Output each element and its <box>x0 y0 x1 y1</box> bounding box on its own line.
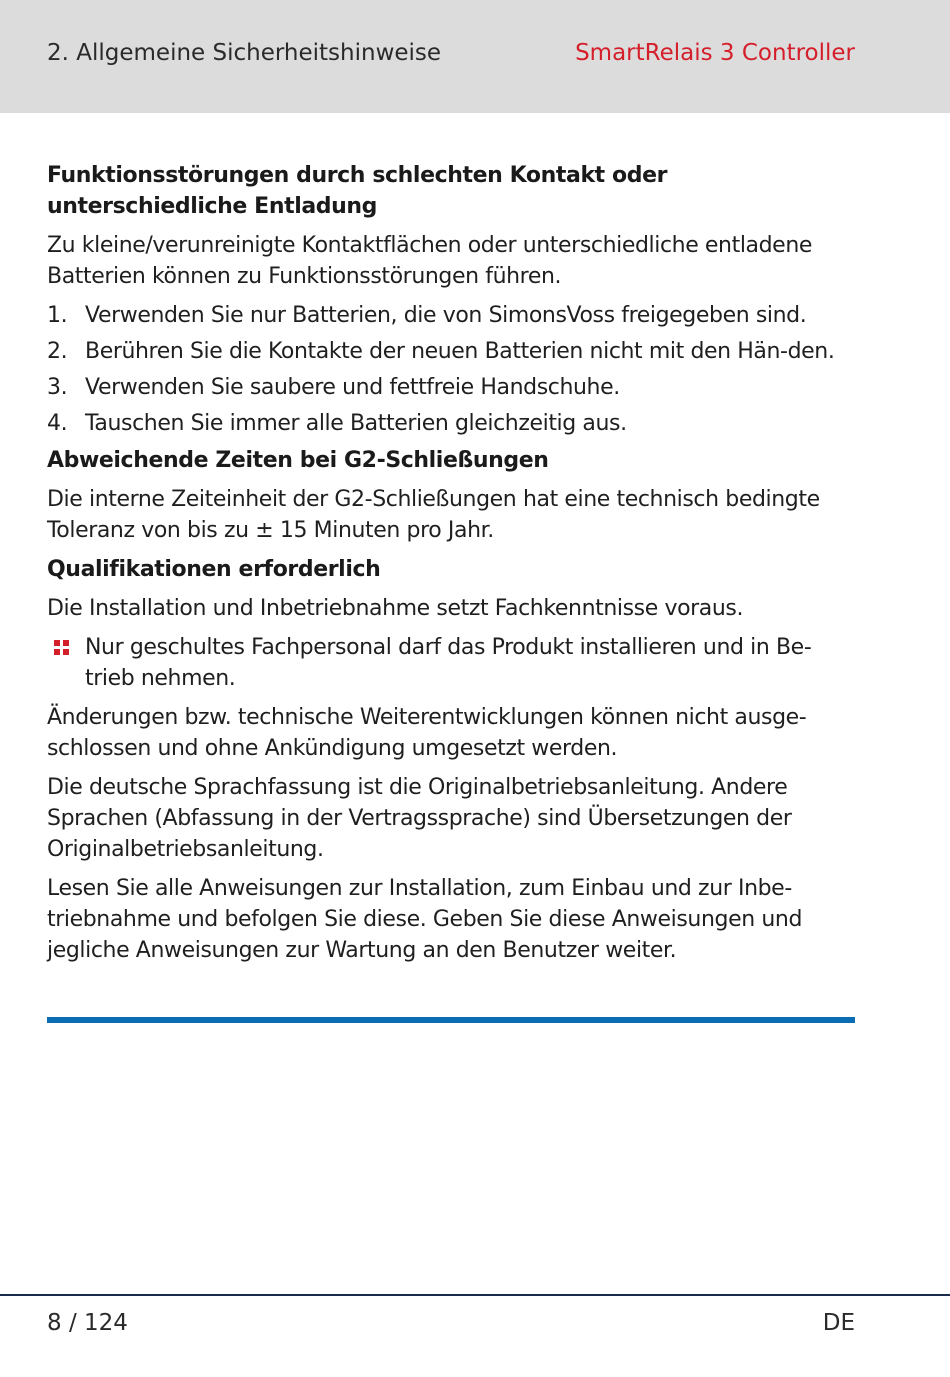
page-header <box>0 0 950 113</box>
section-text: Zu kleine/verunreinigte Kontaktflächen oder unterschiedliche entladene Batterien können zu Funktionsstörungen führen. <box>47 233 812 289</box>
language-code: DE <box>822 1310 855 1336</box>
section-contact-malfunction <box>47 160 857 439</box>
section-end-rule <box>47 1017 855 1023</box>
section-heading: Abweichende Zeiten bei G2-Schließungen <box>47 448 549 473</box>
paragraph-instructions: Lesen Sie alle Anweisungen zur Installation, zum Einbau und zur Inbe-triebnahme und befolgen Sie diese. Geben Sie diese Anweisungen und jegliche Anweisungen zur Wartung an den Benutzer weiter. <box>47 876 803 963</box>
paragraph-language: Die deutsche Sprachfassung ist die Originalbetriebsanleitung. Andere Sprachen (Abfassung in der Vertragssprache) sind Übersetzungen der Originalbetriebsanleitung. <box>47 775 792 862</box>
step-text: Tauschen Sie immer alle Batterien gleichzeitig aus. <box>85 411 627 436</box>
red-four-squares-icon <box>54 640 70 656</box>
step-text: Verwenden Sie nur Batterien, die von SimonsVoss freigegeben sind. <box>85 303 807 328</box>
section-g2-times <box>47 445 857 546</box>
step-number: 3. <box>47 375 68 400</box>
bullet-text: Nur geschultes Fachpersonal darf das Produkt installieren und in Be-trieb nehmen. <box>85 635 812 691</box>
list-item <box>47 632 857 694</box>
footer-divider <box>0 1294 950 1296</box>
section-text: Die interne Zeiteinheit der G2-Schließungen hat eine technisch bedingte Toleranz von bis zu ± 15 Minuten pro Jahr. <box>47 487 820 543</box>
page-content <box>47 160 857 974</box>
step-number: 2. <box>47 339 68 364</box>
step-text: Berühren Sie die Kontakte der neuen Batterien nicht mit den Hän-den. <box>85 339 835 364</box>
page-number: 8 / 124 <box>47 1310 128 1336</box>
list-item <box>47 300 857 331</box>
section-qualifications <box>47 554 857 694</box>
bullet-list <box>47 632 857 694</box>
step-text: Verwenden Sie saubere und fettfreie Handschuhe. <box>85 375 620 400</box>
steps-list <box>47 300 857 439</box>
list-item <box>47 408 857 439</box>
list-item <box>47 336 857 367</box>
section-heading: Funktionsstörungen durch schlechten Kontakt oder unterschiedliche Entladung <box>47 163 668 219</box>
step-number: 1. <box>47 303 68 328</box>
chapter-title: 2. Allgemeine Sicherheitshinweise <box>47 40 442 66</box>
section-text: Die Installation und Inbetriebnahme setzt Fachkenntnisse voraus. <box>47 596 744 621</box>
section-heading: Qualifikationen erforderlich <box>47 557 381 582</box>
paragraph-changes: Änderungen bzw. technische Weiterentwicklungen können nicht ausge-schlossen und ohne Ankündigung umgesetzt werden. <box>47 705 807 761</box>
list-item <box>47 372 857 403</box>
step-number: 4. <box>47 411 68 436</box>
product-name: SmartRelais 3 Controller <box>575 40 855 66</box>
